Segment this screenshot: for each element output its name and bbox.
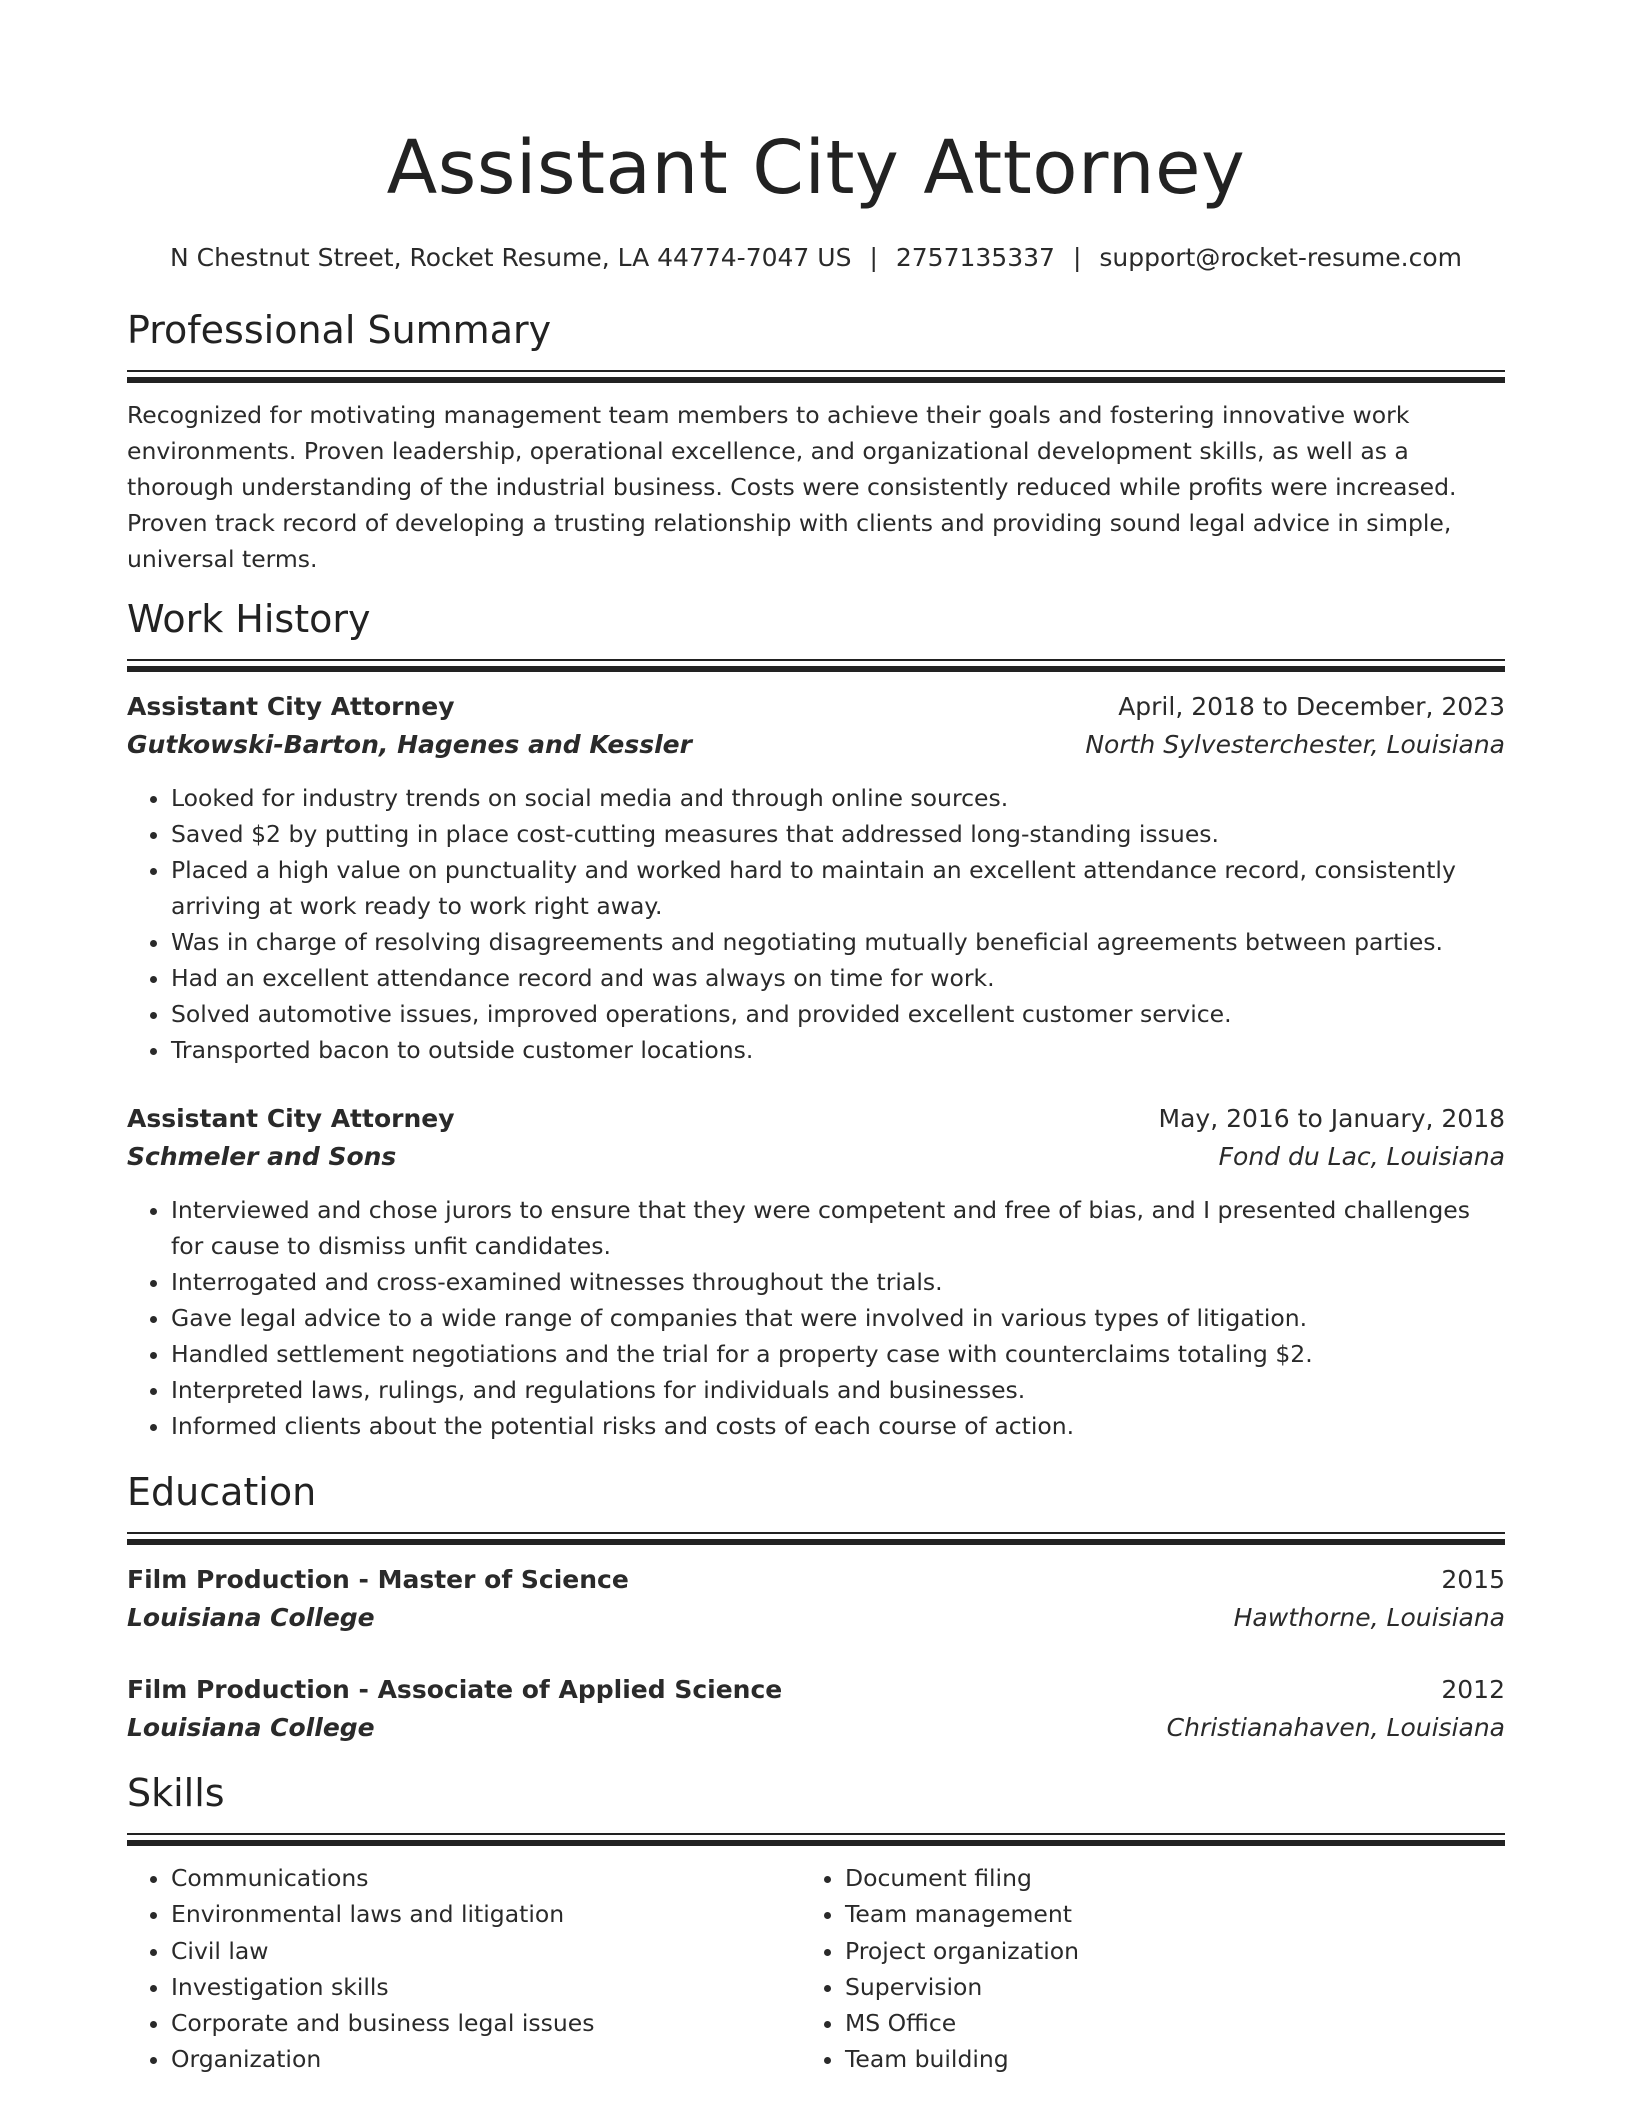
skills-columns — [127, 1860, 1505, 2078]
list-item: • Had an excellent attendance record and was always on time for work. — [171, 960, 1505, 996]
education-degree: Film Production - Master of Science — [127, 1565, 629, 1594]
job-location: Fond du Lac, Louisiana — [1218, 1142, 1505, 1171]
skill-item: • Environmental laws and litigation — [171, 1896, 801, 1932]
skill-item: • Document filing — [845, 1860, 1345, 1896]
contact-separator: | — [1072, 243, 1082, 272]
list-item: • Informed clients about the potential risks and costs of each course of action. — [171, 1408, 1505, 1444]
education-header-row — [127, 1671, 1505, 1709]
job-location: North Sylvesterchester, Louisiana — [1085, 730, 1505, 759]
education-year: 2012 — [1441, 1675, 1505, 1704]
job-bullets — [127, 780, 1505, 1068]
education-degree: Film Production - Associate of Applied Science — [127, 1675, 783, 1704]
skills-list-right — [801, 1860, 1345, 2078]
skill-item: • Communications — [171, 1860, 801, 1896]
job-dates: April, 2018 to December, 2023 — [1118, 692, 1505, 721]
job-entry — [127, 1100, 1505, 1444]
list-item: • Handled settlement negotiations and the trial for a property case with counterclaims totaling $2. — [171, 1336, 1505, 1372]
job-title: Assistant City Attorney — [127, 692, 455, 721]
skill-item: • Project organization — [845, 1933, 1345, 1969]
education-location: Hawthorne, Louisiana — [1233, 1603, 1505, 1632]
resume-name: Assistant City Attorney — [386, 125, 1246, 211]
education-location: Christianahaven, Louisiana — [1166, 1713, 1505, 1742]
section-title-skills: Skills — [127, 1771, 225, 1815]
skill-item: • Civil law — [171, 1933, 801, 1969]
list-item: • Gave legal advice to a wide range of companies that were involved in various types of litigation. — [171, 1300, 1505, 1336]
skill-item: • Investigation skills — [171, 1969, 801, 2005]
education-entry — [127, 1561, 1505, 1637]
list-item: • Looked for industry trends on social media and through online sources. — [171, 780, 1505, 816]
list-item: • Solved automotive issues, improved operations, and provided excellent customer service. — [171, 996, 1505, 1032]
section-divider — [127, 1833, 1505, 1846]
list-item: • Interrogated and cross-examined witnesses throughout the trials. — [171, 1264, 1505, 1300]
contact-line — [127, 240, 1505, 276]
contact-email: support@rocket-resume.com — [1099, 243, 1462, 272]
job-entry — [127, 688, 1505, 1068]
section-title-summary: Professional Summary — [127, 308, 552, 352]
job-header-row — [127, 688, 1505, 726]
section-divider — [127, 1532, 1505, 1545]
education-school: Louisiana College — [127, 1713, 375, 1742]
section-divider — [127, 370, 1505, 383]
section-title-work: Work History — [127, 597, 371, 641]
job-subheader-row — [127, 1138, 1505, 1176]
list-item: • Saved $2 by putting in place cost-cutting measures that addressed long-standing issues. — [171, 816, 1505, 852]
contact-separator: | — [869, 243, 878, 272]
skill-item: • Team management — [845, 1896, 1345, 1932]
skill-item: • Organization — [171, 2041, 801, 2077]
section-divider — [127, 659, 1505, 672]
list-item: • Interpreted laws, rulings, and regulations for individuals and businesses. — [171, 1372, 1505, 1408]
list-item: • Was in charge of resolving disagreements and negotiating mutually beneficial agreements between parties. — [171, 924, 1505, 960]
summary-section — [127, 306, 1505, 577]
education-entry — [127, 1671, 1505, 1747]
education-subheader-row — [127, 1599, 1505, 1637]
job-company: Gutkowski-Barton, Hagenes and Kessler — [127, 730, 692, 759]
job-bullets — [127, 1192, 1505, 1444]
contact-address: N Chestnut Street, Rocket Resume, LA 44774-7047 US — [170, 243, 852, 272]
education-section — [127, 1468, 1505, 1747]
list-item: • Transported bacon to outside customer locations. — [171, 1032, 1505, 1068]
list-item: • Interviewed and chose jurors to ensure that they were competent and free of bias, and I presented challenges for cause to dismiss unfit candidates. — [171, 1192, 1505, 1264]
summary-text: Recognized for motivating management team members to achieve their goals and fostering innovative work environments. Proven leadership, operational excellence, and organizational development skills, as well as a thorough understanding of the industrial business. Costs were consistently reduced while profits were increased. Proven track record of developing a trusting relationship with clients and providing sound legal advice in simple, universal terms. — [127, 401, 1457, 573]
job-header-row — [127, 1100, 1505, 1138]
contact-phone: 2757135337 — [895, 243, 1055, 272]
job-dates: May, 2016 to January, 2018 — [1158, 1104, 1505, 1133]
skill-item: • MS Office — [845, 2005, 1345, 2041]
education-header-row — [127, 1561, 1505, 1599]
job-title: Assistant City Attorney — [127, 1104, 455, 1133]
work-section — [127, 595, 1505, 1444]
education-subheader-row — [127, 1709, 1505, 1747]
skills-section — [127, 1769, 1505, 2078]
skills-list-left — [127, 1860, 801, 2078]
education-school: Louisiana College — [127, 1603, 375, 1632]
skill-item: • Supervision — [845, 1969, 1345, 2005]
skill-item: • Corporate and business legal issues — [171, 2005, 801, 2041]
job-company: Schmeler and Sons — [127, 1142, 397, 1171]
education-year: 2015 — [1441, 1565, 1505, 1594]
skill-item: • Team building — [845, 2041, 1345, 2077]
list-item: • Placed a high value on punctuality and worked hard to maintain an excellent attendance record, consistently arriving at work ready to work right away. — [171, 852, 1505, 924]
job-subheader-row — [127, 726, 1505, 764]
section-title-education: Education — [127, 1470, 317, 1514]
